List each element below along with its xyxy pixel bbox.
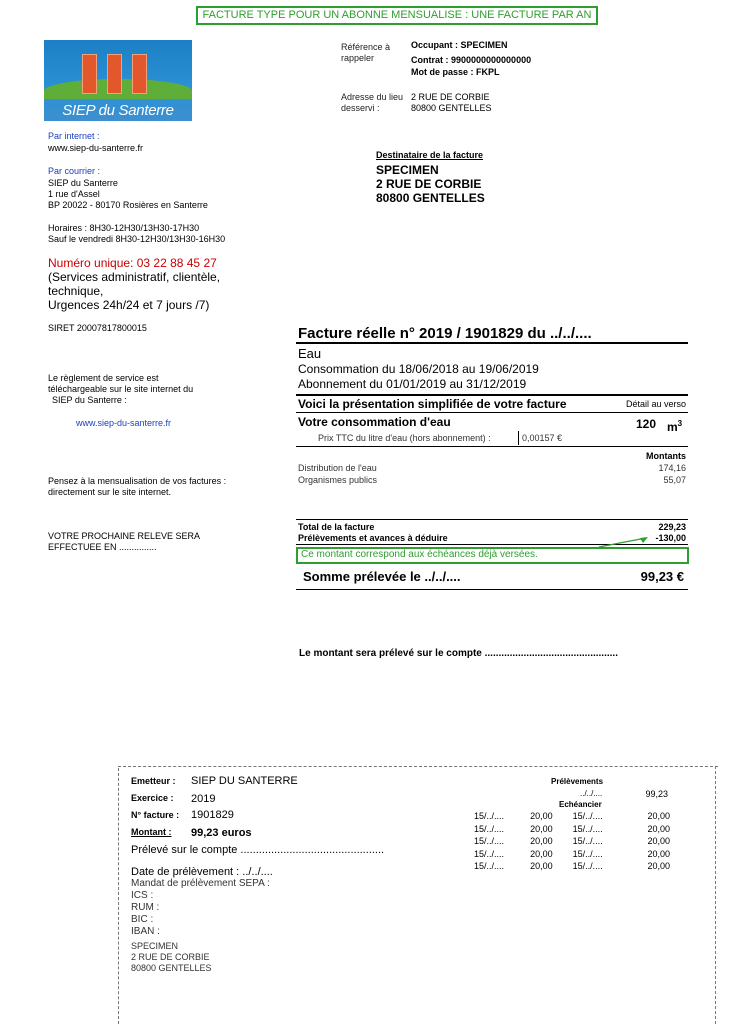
echeance-date: 15/../....: [474, 836, 505, 846]
ics-label: ICS :: [131, 890, 154, 901]
reglement-line2: téléchargeable sur le site internet du: [48, 384, 194, 394]
internet-url[interactable]: www.siep-du-santerre.fr: [48, 143, 144, 153]
line-distribution-label: Distribution de l'eau: [298, 463, 377, 473]
total-rule: [296, 519, 688, 520]
mot-de-passe: Mot de passe : FKPL: [411, 67, 500, 77]
prix-label: Prix TTC du litre d'eau (hors abonnement) :: [318, 433, 491, 443]
reglement-line3: SIEP du Santerre :: [52, 395, 127, 405]
echeance-amount: 20,00: [647, 836, 670, 846]
echeance-amount: 20,00: [647, 848, 670, 859]
echeance-amount: 20,00: [530, 836, 553, 846]
abonnement-period: Abonnement du 01/01/2019 au 31/12/2019: [298, 377, 527, 391]
reglement-line1: Le règlement de service est: [48, 373, 159, 383]
echeancier-table: [474, 810, 670, 873]
compte-text: Le montant sera prélevé sur le compte ................................................: [299, 648, 618, 659]
adresse-line1: 2 RUE DE CORBIE: [411, 92, 490, 102]
conso-label: Votre consommation d'eau: [298, 415, 451, 429]
prelevements-label: Prélèvements et avances à déduire: [298, 533, 448, 543]
somme-label: Somme prélevée le ../../....: [303, 569, 461, 584]
presentation-label: Voici la présentation simplifiée de votre facture: [298, 397, 567, 411]
table-row: [474, 848, 670, 861]
mandat-sepa: Mandat de prélèvement SEPA :: [131, 878, 270, 889]
contrat: Contrat : 9900000000000000: [411, 55, 532, 65]
horaires2: Sauf le vendredi 8H30-12H30/13H30-16H30: [48, 234, 226, 244]
facture-title: Facture réelle n° 2019 / 1901829 du ../../....: [298, 325, 592, 342]
echeance-date: 15/../....: [474, 848, 505, 859]
montant-value: 99,23 euros: [191, 827, 252, 839]
logo-pillar: [82, 54, 97, 94]
exercice-label: Exercice :: [131, 793, 174, 803]
facture-value: 1901829: [191, 809, 234, 821]
date-prelevement: Date de prélèvement : ../../....: [131, 866, 273, 878]
facture-label: N° facture :: [131, 810, 180, 820]
destinataire-label: Destinataire de la facture: [376, 150, 484, 160]
prelevements-date: ../../....: [580, 789, 603, 798]
bic-label: BIC :: [131, 914, 154, 925]
services-line2: technique,: [48, 284, 104, 298]
echeancier-title: Echéancier: [559, 800, 602, 809]
iban-label: IBAN :: [131, 926, 160, 937]
line-organismes-value: 55,07: [663, 475, 686, 485]
echeance-amount: 20,00: [530, 811, 553, 821]
montant-label: Montant :: [131, 827, 172, 837]
echeance-amount: 20,00: [530, 861, 553, 871]
banner: FACTURE TYPE POUR UN ABONNE MENSUALISE : UNE FACTURE PAR AN: [196, 6, 598, 25]
rum-label: RUM :: [131, 902, 160, 913]
echeance-date: 15/../....: [474, 823, 505, 834]
courrier-line1: SIEP du Santerre: [48, 178, 118, 188]
detail-label: Détail au verso: [625, 399, 686, 409]
total-label: Total de la facture: [298, 522, 375, 532]
presentation-rule: [296, 394, 688, 396]
echeance-date: 15/../....: [572, 848, 603, 859]
table-row: [474, 860, 670, 873]
mensualisation-line1: Pensez à la mensualisation de vos factures :: [48, 476, 227, 486]
prelevements-title: Prélèvements: [551, 777, 604, 786]
echeance-amount: 20,00: [530, 823, 553, 834]
logo-pillar: [107, 54, 122, 94]
exercice-value: 2019: [191, 793, 216, 805]
coupon-top-border: [118, 766, 718, 767]
conso-unit: $m^3$: [667, 419, 683, 434]
prix-separator: [518, 431, 519, 445]
echeance-date: 15/../....: [572, 861, 603, 871]
table-row: [474, 823, 670, 836]
coupon-left-border: [118, 768, 119, 1024]
presentation-bottom-rule: [296, 412, 688, 413]
courrier-label: Par courrier :: [48, 166, 101, 176]
coupon-addr-line2: 80800 GENTELLES: [131, 963, 212, 973]
adresse-line2: 80800 GENTELLES: [411, 103, 492, 113]
adresse-label: Adresse du lieu desservi :: [341, 92, 404, 113]
echeance-amount: 20,00: [530, 848, 553, 859]
emetteur-value: SIEP DU SANTERRE: [191, 775, 298, 787]
releve-line2: EFFECTUEE EN ...............: [48, 542, 157, 552]
destinataire-name: SPECIMEN: [376, 163, 439, 177]
total-value: 229,23: [658, 522, 686, 532]
internet-label: Par internet :: [48, 131, 100, 141]
table-row: [474, 835, 670, 848]
prelevements-value: -130,00: [655, 533, 686, 543]
occupant: Occupant : SPECIMEN: [411, 40, 508, 50]
mensualisation-line2: directement sur le site internet.: [48, 487, 172, 497]
line-organismes-label: Organismes publics: [298, 475, 378, 485]
echeance-date: 15/../....: [572, 811, 603, 821]
echeance-date: 15/../....: [572, 836, 603, 846]
line-distribution-value: 174,16: [658, 463, 686, 473]
echeance-amount: 20,00: [647, 823, 670, 834]
releve-line1: VOTRE PROCHAINE RELEVE SERA: [48, 531, 201, 541]
echeance-date: 15/../....: [474, 811, 505, 821]
somme-rule: [296, 589, 688, 590]
numero-unique: Numéro unique: 03 22 88 45 27: [48, 256, 217, 270]
siret: SIRET 20007817800015: [48, 323, 147, 333]
section-eau: Eau: [298, 346, 322, 361]
courrier-line2: 1 rue d'Assel: [48, 189, 100, 199]
echeance-amount: 20,00: [647, 861, 670, 871]
consommation-period: Consommation du 18/06/2018 au 19/06/2019: [298, 362, 539, 376]
table-row: [474, 810, 670, 823]
echeance-date: 15/../....: [474, 861, 505, 871]
montants-label: Montants: [646, 451, 686, 461]
services-line1: (Services administratif, clientèle,: [48, 270, 221, 284]
services-line3: Urgences 24h/24 et 7 jours /7): [48, 298, 210, 312]
logo-text: SIEP du Santerre: [62, 102, 174, 119]
prix-rule: [296, 446, 688, 447]
coupon-right-border: [715, 766, 716, 1024]
note-arrow-icon: [596, 535, 652, 549]
somme-value: 99,23 €: [640, 569, 684, 584]
echeance-amount: 20,00: [647, 811, 670, 821]
prix-value: 0,00157 €: [522, 433, 563, 443]
courrier-line3: BP 20022 - 80170 Rosières en Santerre: [48, 200, 208, 210]
echeance-date: 15/../....: [572, 823, 603, 834]
destinataire-line1: 2 RUE DE CORBIE: [376, 177, 482, 191]
logo-pillar: [132, 54, 147, 94]
coupon-addr-name: SPECIMEN: [131, 941, 179, 951]
destinataire-line2: 80800 GENTELLES: [376, 191, 485, 205]
reference-label: Référence à rappeler: [341, 42, 391, 63]
reglement-url[interactable]: www.siep-du-santerre.fr: [76, 418, 172, 428]
emetteur-label: Emetteur :: [131, 776, 176, 786]
preleve-text: Prélevé sur le compte ...............................................: [131, 844, 385, 856]
logo: [44, 40, 192, 121]
conso-value: 120: [636, 417, 657, 431]
title-rule: [296, 342, 688, 344]
coupon-addr-line1: 2 RUE DE CORBIE: [131, 952, 210, 962]
horaires1: Horaires : 8H30-12H30/13H30-17H30: [48, 223, 200, 233]
note-box: Ce montant correspond aux échéances déjà versées.: [296, 547, 689, 564]
prelevements-amount: 99,23: [645, 789, 668, 799]
